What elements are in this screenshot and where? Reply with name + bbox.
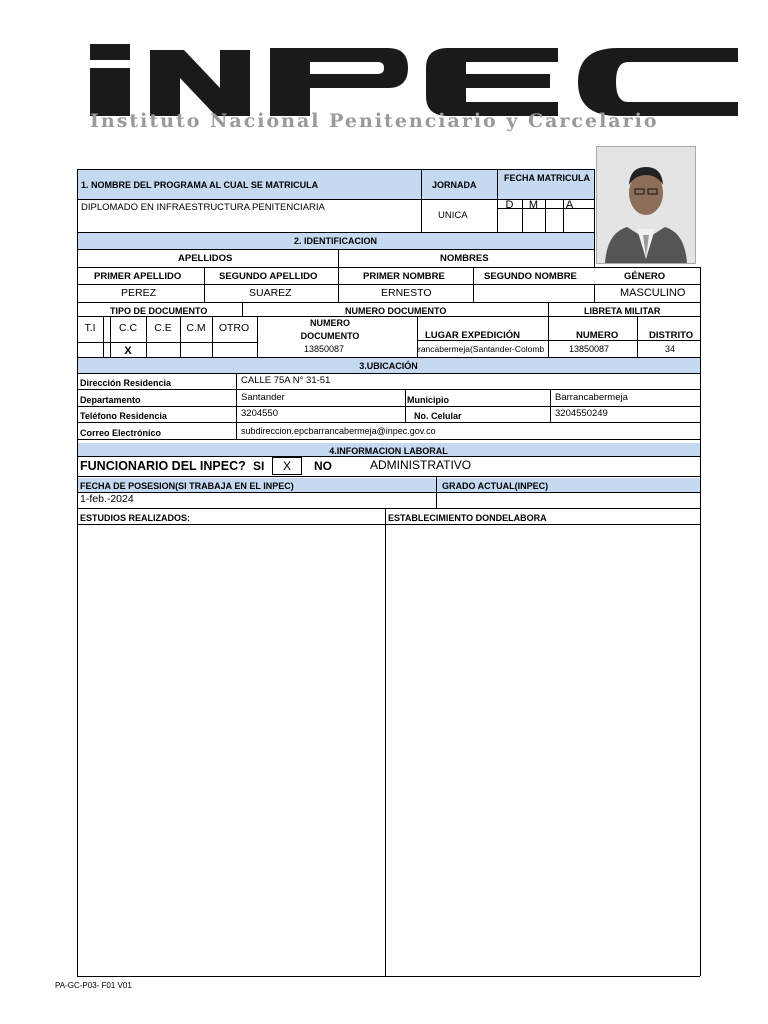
- correo-value: subdireccion.epcbarrancabermeja@inpec.gov.co: [241, 426, 436, 436]
- ubicacion-title: 3.UBICACIÓN: [359, 361, 418, 371]
- libreta-numero-col-label: NUMERO: [576, 330, 619, 341]
- departamento-label: Departamento: [80, 395, 141, 405]
- libreta-militar-label: LIBRETA MILITAR: [584, 306, 661, 316]
- lugar-expedicion-label: LUGAR EXPEDICIÓN: [425, 330, 521, 341]
- municipio-label: Municipio: [407, 395, 449, 405]
- fecha-a-label: A: [565, 199, 574, 211]
- numero-documento-label: NUMERO DOCUMENTO: [345, 306, 447, 316]
- primer-nombre-label: PRIMER NOMBRE: [363, 271, 445, 282]
- genero-label: GÉNERO: [624, 271, 666, 282]
- form-code: PA-GC-P03- F01 V01: [55, 981, 132, 990]
- lugar-expedicion-value: rancabermeja(Santander-Colomb: [418, 344, 545, 354]
- ti-label: T.I: [84, 322, 96, 334]
- cc-label: C.C: [118, 322, 138, 334]
- inpec-wordmark-logo: [88, 40, 738, 120]
- si-label: SI: [253, 459, 265, 473]
- celular-value: 3204550249: [555, 408, 608, 419]
- municipio-value: Barrancabermeja: [555, 392, 628, 403]
- fecha-d-label: D: [505, 199, 514, 211]
- numero-documento-col-label: NUMERO DOCUMENTO: [300, 318, 360, 341]
- otro-label: OTRO: [218, 322, 250, 334]
- funcionario-label: FUNCIONARIO DEL INPEC?: [80, 459, 246, 473]
- fecha-m-label: M: [528, 199, 539, 211]
- no-label: NO: [314, 459, 332, 473]
- departamento-value: Santander: [241, 392, 285, 403]
- libreta-numero-value: 13850087: [569, 344, 610, 354]
- distrito-value: 34: [665, 344, 676, 354]
- estudios-label: ESTUDIOS REALIZADOS:: [80, 513, 191, 523]
- celular-label: No. Celular: [414, 411, 462, 421]
- fecha-matricula-header: FECHA MATRICULA: [504, 173, 590, 183]
- primer-apellido-label: PRIMER APELLIDO: [94, 271, 182, 282]
- jornada-header: JORNADA: [432, 180, 477, 190]
- logo-subtitle: Instituto Nacional Penitenciario y Carcelario: [90, 110, 659, 132]
- program-name: DIPLOMADO EN INFRAESTRUCTURA PENITENCIARIA: [81, 202, 325, 213]
- grado-actual-label: GRADO ACTUAL(INPEC): [442, 481, 549, 491]
- laboral-title: 4.INFORMACION LABORAL: [329, 446, 448, 456]
- cc-mark: X: [124, 345, 132, 357]
- telefono-value: 3204550: [241, 408, 278, 419]
- segundo-apellido-label: SEGUNDO APELLIDO: [219, 271, 318, 282]
- jornada-value: UNICA: [438, 210, 468, 221]
- program-name-header: 1. NOMBRE DEL PROGRAMA AL CUAL SE MATRICULA: [81, 180, 319, 190]
- direccion-value: CALLE 75A N° 31-51: [241, 375, 331, 386]
- primer-apellido-value: PEREZ: [121, 287, 157, 299]
- nombres-label: NOMBRES: [440, 253, 489, 264]
- applicant-photo: [596, 146, 696, 264]
- establecimiento-label: ESTABLECIMIENTO DONDELABORA: [388, 513, 547, 523]
- fecha-posesion-value: 1-feb.-2024: [80, 493, 134, 505]
- portrait-image: [597, 147, 695, 263]
- direccion-label: Dirección Residencia: [80, 378, 172, 388]
- correo-label: Correo Electrónico: [80, 428, 162, 438]
- segundo-nombre-label: SEGUNDO NOMBRE: [484, 271, 577, 282]
- genero-value: MASCULINO: [620, 287, 686, 299]
- ce-label: C.E: [154, 322, 172, 334]
- telefono-label: Teléfono Residencia: [80, 411, 167, 421]
- cargo-value: ADMINISTRATIVO: [370, 458, 472, 472]
- apellidos-label: APELLIDOS: [178, 253, 233, 264]
- identificacion-title: 2. IDENTIFICACION: [293, 236, 377, 246]
- fecha-posesion-label: FECHA DE POSESION(SI TRABAJA EN EL INPEC): [80, 481, 294, 491]
- funcionario-checkbox[interactable]: [272, 457, 302, 475]
- funcionario-mark: X: [282, 459, 291, 473]
- distrito-col-label: DISTRITO: [649, 330, 694, 341]
- primer-nombre-value: ERNESTO: [381, 287, 432, 299]
- tipo-documento-label: TIPO DE DOCUMENTO: [110, 306, 208, 316]
- cm-label: C.M: [186, 322, 206, 334]
- numero-documento-value: 13850087: [304, 344, 345, 354]
- segundo-apellido-value: SUAREZ: [249, 287, 292, 299]
